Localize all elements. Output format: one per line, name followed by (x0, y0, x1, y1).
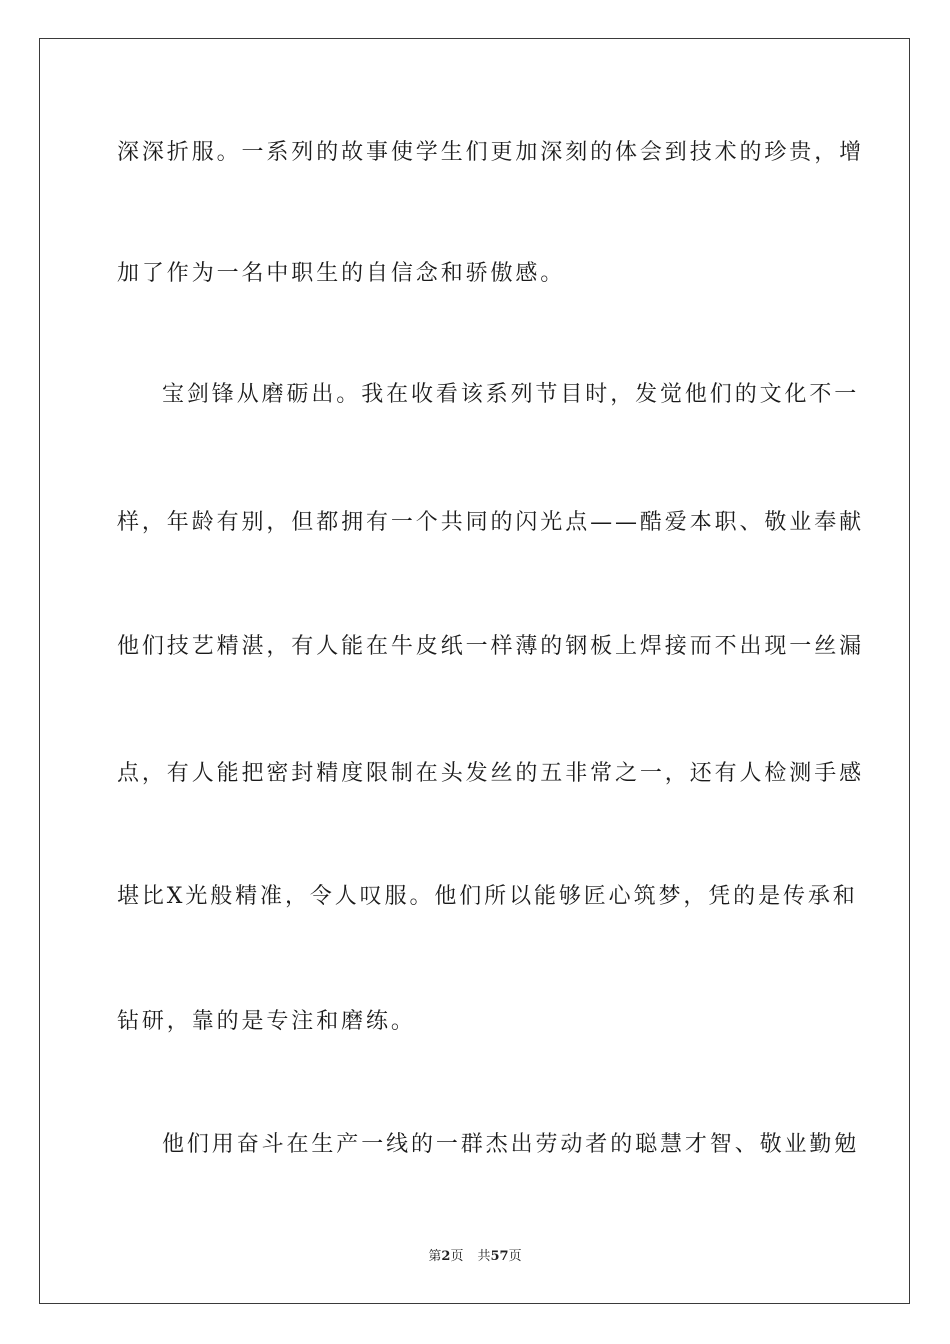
page-border (39, 38, 910, 1304)
page-prefix: 第 (428, 1249, 442, 1264)
body-text-line-6: 点，有人能把密封精度限制在头发丝的五非常之一，还有人检测手感 (117, 761, 865, 786)
body-text-line-8: 钻研，靠的是专注和磨练。 (117, 1009, 416, 1034)
body-text-line-2: 加了作为一名中职生的自信念和骄傲感。 (117, 261, 566, 286)
body-text-line-9: 他们用奋斗在生产一线的一群杰出劳动者的聪慧才智、敬业勤勉 (162, 1132, 860, 1157)
page-suffix: 页 (450, 1249, 464, 1264)
body-text-line-7: 堪比X光般精准，令人叹服。他们所以能够匠心筑梦，凭的是传承和 (117, 884, 858, 909)
page-number: 2 (441, 1249, 451, 1264)
total-pages: 57 (490, 1249, 509, 1264)
body-text-line-1: 深深折服。一系列的故事使学生们更加深刻的体会到技术的珍贵，增 (117, 140, 865, 165)
page-footer (0, 1248, 950, 1266)
body-text-line-3: 宝剑锋从磨砺出。我在收看该系列节目时，发觉他们的文化不一 (162, 382, 860, 407)
body-text-line-4: 样，年龄有别，但都拥有一个共同的闪光点——酷爱本职、敬业奉献 (117, 510, 865, 535)
total-prefix: 共 (477, 1249, 491, 1264)
body-text-line-5: 他们技艺精湛，有人能在牛皮纸一样薄的钢板上焊接而不出现一丝漏 (117, 634, 865, 659)
total-suffix: 页 (508, 1249, 522, 1264)
